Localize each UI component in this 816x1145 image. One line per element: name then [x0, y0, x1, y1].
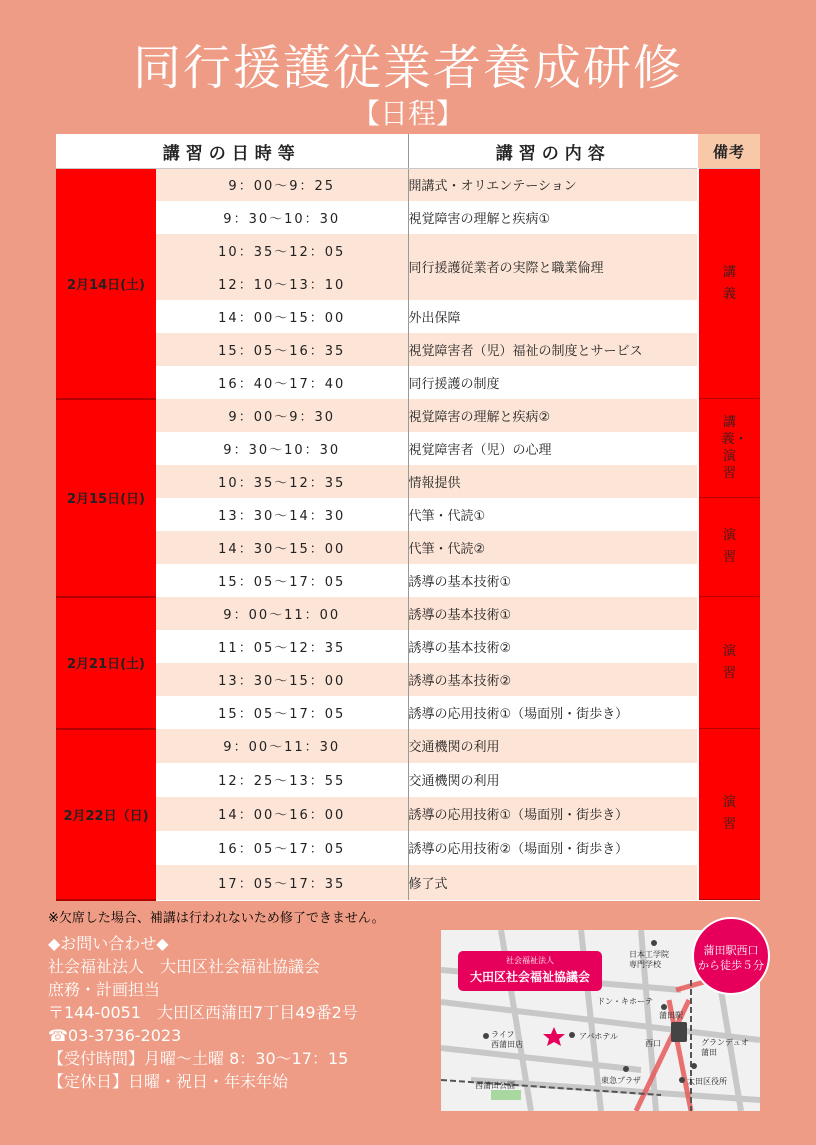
content-cell: 誘導の応用技術①（場面別・街歩き） — [408, 797, 698, 831]
content-cell: 代筆・代読① — [408, 498, 698, 531]
table-row — [56, 797, 760, 831]
note-text: 演習 — [722, 528, 736, 565]
map-label-granduo — [701, 1038, 749, 1058]
note-cell — [698, 729, 760, 900]
contact-address: 〒144-0051 大田区西蒲田7丁目49番2号 — [48, 1003, 358, 1022]
time-cell: 10：35〜12：05 — [156, 234, 408, 267]
table-row — [56, 831, 760, 865]
note-text: 講義 — [722, 264, 736, 302]
contact-dept: 庶務・計画担当 — [48, 980, 161, 999]
table-row — [56, 663, 760, 696]
absence-notice: ※欠席した場合、補講は行われないため修了できません。 — [48, 911, 385, 926]
content-cell: 同行援護の制度 — [408, 366, 698, 399]
note-cell — [698, 399, 760, 498]
map-label-apa: アパホテル — [579, 1032, 618, 1041]
time-cell: 11：05〜12：35 — [156, 630, 408, 663]
time-cell: 9：00〜9：30 — [156, 399, 408, 432]
map-label-tokyu: 東急プラザ — [601, 1076, 641, 1085]
content-cell: 誘導の応用技術①（場面別・街歩き） — [408, 696, 698, 729]
table-row — [56, 201, 760, 234]
time-cell: 15：05〜17：05 — [156, 696, 408, 729]
content-cell: 修了式 — [408, 865, 698, 900]
note-text: 講義・演習 — [721, 415, 748, 481]
time-cell: 9：30〜10：30 — [156, 432, 408, 465]
table-row — [56, 763, 760, 797]
map-label-school — [629, 950, 669, 970]
note-text: 演習 — [722, 795, 736, 832]
map-label-life-line1: ライフ — [491, 1030, 515, 1039]
content-cell: 誘導の応用技術②（場面別・街歩き） — [408, 831, 698, 865]
note-cell — [698, 169, 760, 399]
header-note: 備考 — [698, 134, 760, 169]
time-cell: 14：30〜15：00 — [156, 531, 408, 564]
map-label-granduo-line2: 蒲田 — [701, 1048, 717, 1057]
time-cell: 9：00〜9：25 — [156, 169, 408, 201]
table-row — [56, 169, 760, 201]
table-row — [56, 630, 760, 663]
map-org-small: 社会福祉法人 — [506, 956, 554, 965]
note-cell — [698, 498, 760, 597]
time-cell: 9：00〜11：30 — [156, 729, 408, 763]
day-date: 2月15日(日) — [56, 399, 156, 597]
time-cell: 12：10〜13：10 — [156, 267, 408, 300]
time-cell: 14：00〜15：00 — [156, 300, 408, 333]
map-label-park: 西蒲田公園 — [475, 1081, 515, 1090]
content-cell: 交通機関の利用 — [408, 729, 698, 763]
content-cell: 視覚障害者（児）福祉の制度とサービス — [408, 333, 698, 366]
time-cell: 16：05〜17：05 — [156, 831, 408, 865]
schedule-table — [56, 134, 760, 901]
map-label-donki: ドン・キホーテ — [597, 997, 653, 1006]
table-row — [56, 234, 760, 267]
content-cell: 誘導の基本技術② — [408, 663, 698, 696]
content-cell: 外出保障 — [408, 300, 698, 333]
content-cell: 交通機関の利用 — [408, 763, 698, 797]
table-row — [56, 531, 760, 564]
time-cell: 10：35〜12：35 — [156, 465, 408, 498]
contact-hours: 【受付時間】月曜〜土曜 8：30〜17：15 — [48, 1049, 349, 1068]
content-cell: 視覚障害者（児）の心理 — [408, 432, 698, 465]
table-row — [56, 597, 760, 630]
content-cell: 同行援護従業者の実際と職業倫理 — [408, 234, 698, 300]
time-cell: 12：25〜13：55 — [156, 763, 408, 797]
day-date: 2月21日(土) — [56, 597, 156, 729]
map-label-nishiguchi: 西口 — [645, 1039, 661, 1048]
map-label-life — [491, 1030, 523, 1050]
content-cell: 視覚障害の理解と疾病② — [408, 399, 698, 432]
time-cell: 15：05〜17：05 — [156, 564, 408, 597]
contact-org: 社会福祉法人 大田区社会福祉協議会 — [48, 957, 321, 976]
content-cell: 誘導の基本技術① — [408, 564, 698, 597]
time-cell: 13：30〜15：00 — [156, 663, 408, 696]
table-row — [56, 465, 760, 498]
time-cell: 14：00〜16：00 — [156, 797, 408, 831]
note-text: 演習 — [722, 643, 736, 681]
contact-block — [48, 932, 358, 1093]
map-label-ward: 大田区役所 — [687, 1077, 727, 1086]
table-row — [56, 366, 760, 399]
content-cell: 視覚障害の理解と疾病① — [408, 201, 698, 234]
map-label-school-line2: 専門学校 — [629, 960, 661, 969]
page-subtitle: 【日程】 — [351, 97, 464, 130]
content-cell: 代筆・代読② — [408, 531, 698, 564]
time-cell: 9：00〜11：00 — [156, 597, 408, 630]
table-row — [56, 498, 760, 531]
time-cell: 15：05〜16：35 — [156, 333, 408, 366]
day-date: 2月22日（日) — [56, 729, 156, 900]
header-row — [56, 134, 760, 169]
time-cell: 17：05〜17：35 — [156, 865, 408, 900]
content-cell: 開講式・オリエンテーション — [408, 169, 698, 201]
table-row — [56, 696, 760, 729]
access-badge — [692, 917, 770, 995]
page-title: 同行援護従業者養成研修 — [132, 40, 683, 96]
access-line2: から徒歩５分 — [698, 959, 764, 972]
map-label-granduo-line1: グランデュオ — [701, 1038, 749, 1047]
content-cell: 誘導の基本技術② — [408, 630, 698, 663]
time-cell: 13：30〜14：30 — [156, 498, 408, 531]
table-row — [56, 865, 760, 900]
map-label-school-line1: 日本工学院 — [629, 950, 669, 959]
day-date: 2月14日(土) — [56, 169, 156, 399]
contact-closed: 【定休日】日曜・祝日・年末年始 — [48, 1072, 289, 1091]
map-label-life-line2: 西蒲田店 — [491, 1040, 523, 1049]
table-row — [56, 729, 760, 763]
contact-heading: ◆お問い合わせ◆ — [48, 934, 169, 953]
table-row — [56, 300, 760, 333]
note-cell — [698, 597, 760, 729]
map-org-name: 大田区社会福祉協議会 — [469, 970, 590, 984]
table-row — [56, 399, 760, 432]
table-row — [56, 432, 760, 465]
access-line1: 蒲田駅西口 — [703, 944, 759, 957]
map-label-station: 蒲田駅 — [659, 1011, 683, 1020]
time-cell: 16：40〜17：40 — [156, 366, 408, 399]
header-datetime: 講習の日時等 — [56, 134, 408, 169]
header-content: 講習の内容 — [408, 134, 698, 169]
contact-tel: ☎03-3736-2023 — [48, 1026, 182, 1045]
content-cell: 情報提供 — [408, 465, 698, 498]
table-row — [56, 333, 760, 366]
content-cell: 誘導の基本技術① — [408, 597, 698, 630]
time-cell: 9：30〜10：30 — [156, 201, 408, 234]
table-row — [56, 564, 760, 597]
map-org-box — [458, 951, 602, 991]
